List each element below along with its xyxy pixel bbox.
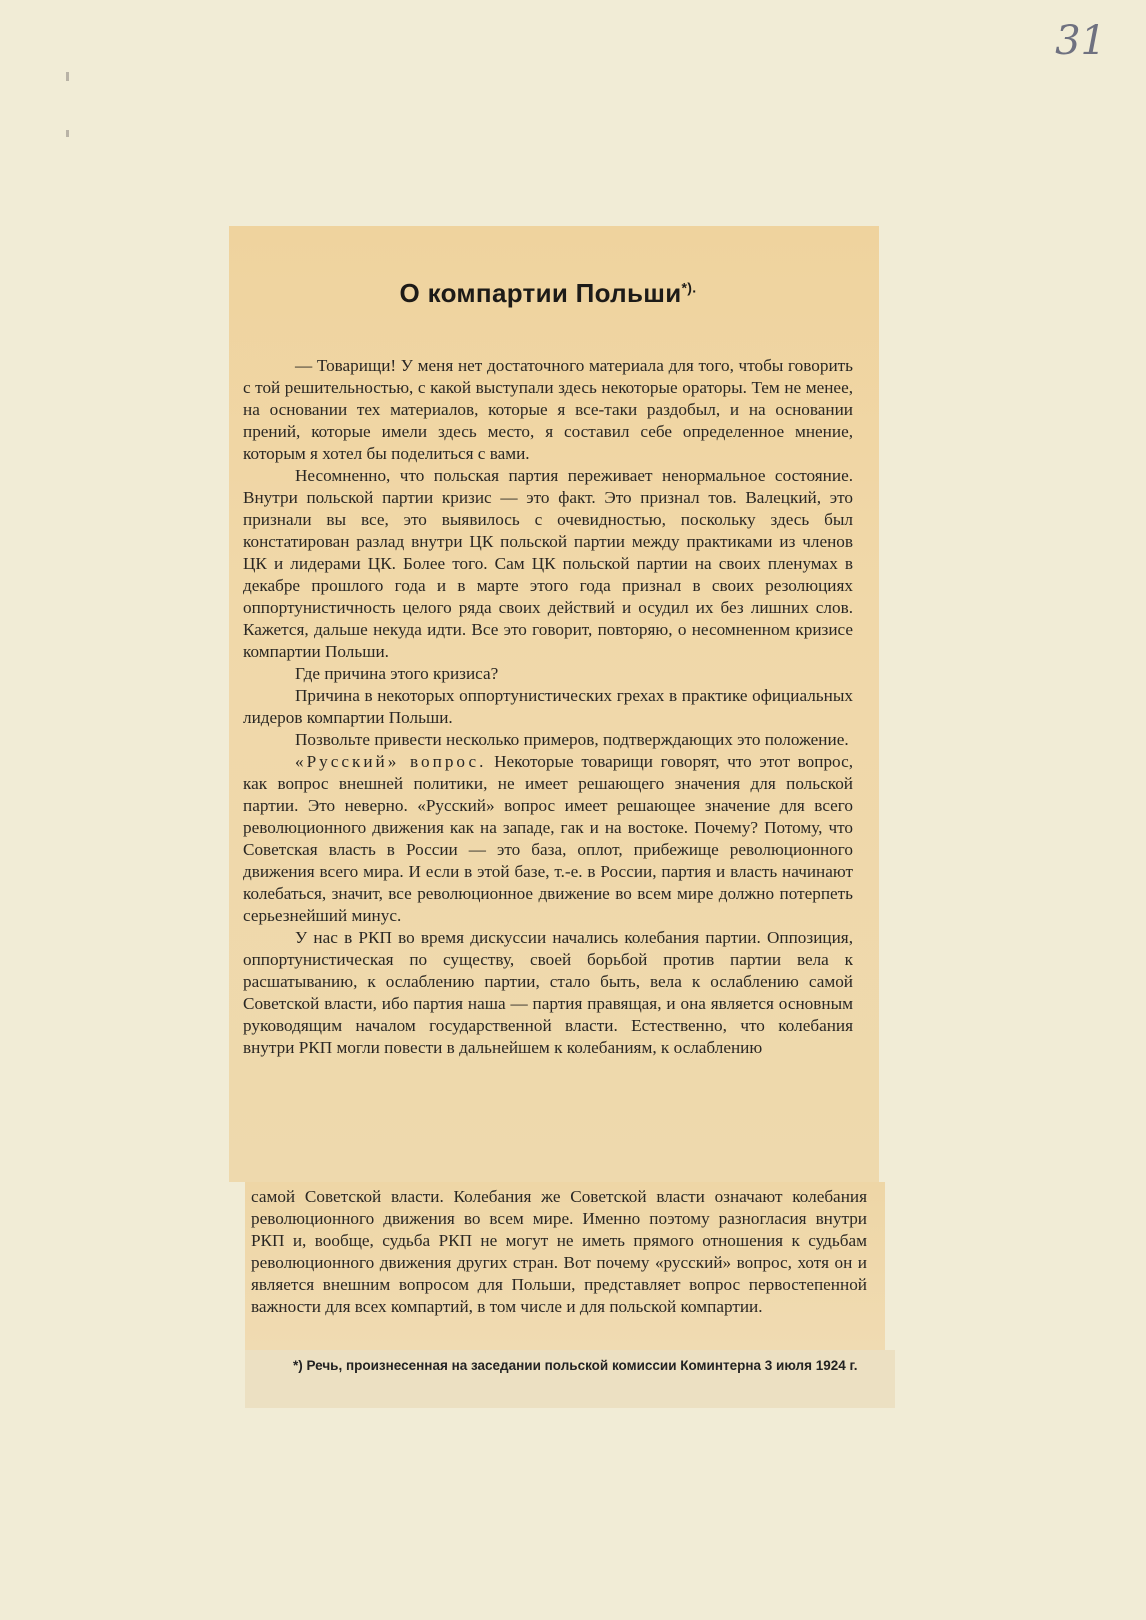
paragraph-continuation: самой Советской власти. Колебания же Советской власти означают колебания революционного движения во всем мире. Именно поэтому разногласия внутри РКП и, вообще, судьба РКП не могут не иметь прямого отношения к судьбам революционного движения других стран. Вот почему «русский» вопрос, хотя он и является внешним вопросом для Польши, представляет вопрос первостепенной важности для всех компартий, в том числе и для польской компартии. — [251, 1187, 867, 1316]
russian-question-label: «Русский» вопрос. — [295, 752, 487, 771]
footnote: *) Речь, произнесенная на заседании польской комиссии Коминтерна 3 июля 1924 г. — [293, 1358, 858, 1373]
edge-mark — [66, 72, 69, 81]
title-footnote-mark: *). — [681, 279, 697, 296]
newspaper-clipping — [229, 226, 879, 1408]
paragraph: Несомненно, что польская партия переживает ненормальное состояние. Внутри польской партии кризис — это факт. Это признал тов. Валецкий, это признали вы все, это выявилось с очевидностью, поскольку здесь был констатирован разлад внутри ЦК польской партии между практиками из членов ЦК и лидерами ЦК. Более того. Сам ЦК польской партии на своих пленумах в декабре прошлого года и в марте этого года признал в своих резолюциях оппортунистичность целого ряда своих действий и осудил их без лишних слов. Кажется, дальше некуда идти. Все это говорит, повторяю, о несомненном кризисе компартии Польши. — [243, 466, 853, 661]
clipping-continuation — [245, 1182, 885, 1350]
article-title — [243, 278, 853, 309]
clipping-upper — [229, 226, 879, 1182]
title-text: О компартии Польши — [399, 278, 682, 308]
clipping-footnote — [245, 1350, 895, 1408]
paragraph-text: Некоторые товарищи говорят, что этот вопрос, как вопрос внешней политики, не имеет решающего значения для польской партии. Это неверно. «Русский» вопрос имеет решающее значение для всего революционного движения как на западе, гак и на востоке. Почему? Потому, что Советская власть в России — это база, оплот, прибежище революционного движения всего мира. И если в этой базе, т.-е. в России, партия и власть начинают колебаться, значит, все революционное движение во всем мире должно потерпеть серьезнейший минус. — [243, 752, 854, 925]
paragraph: У нас в РКП во время дискуссии начались колебания партии. Оппозиция, оппортунистическая по существу, своей борьбой против партии вела к расшатыванию, к ослаблению партии, стало быть, вела к ослаблению самой Советской власти, ибо партия наша — партия правящая, и она является основным руководящим началом государственной власти. Естественно, что колебания внутри РКП могли повести в дальнейшем к колебаниям, к ослаблению — [243, 928, 853, 1057]
paragraph: — Товарищи! У меня нет достаточного материала для того, чтобы говорить с той решительностью, с какой выступали здесь некоторые ораторы. Тем не менее, на основании тех материалов, которые я все-таки раздобыл, и на основании прений, которые имели здесь место, я составил себе определенное мнение, которым я хотел бы поделиться с вами. — [243, 356, 853, 463]
paragraph: Позвольте привести несколько примеров, подтверждающих это положение. — [295, 730, 849, 749]
paragraph: Где причина этого кризиса? — [295, 664, 499, 683]
page-number: 31 — [1055, 18, 1106, 64]
paragraph — [243, 751, 853, 927]
edge-mark — [66, 130, 69, 137]
paragraph: Причина в некоторых оппортунистических грехах в практике официальных лидеров компартии Польши. — [243, 686, 853, 727]
